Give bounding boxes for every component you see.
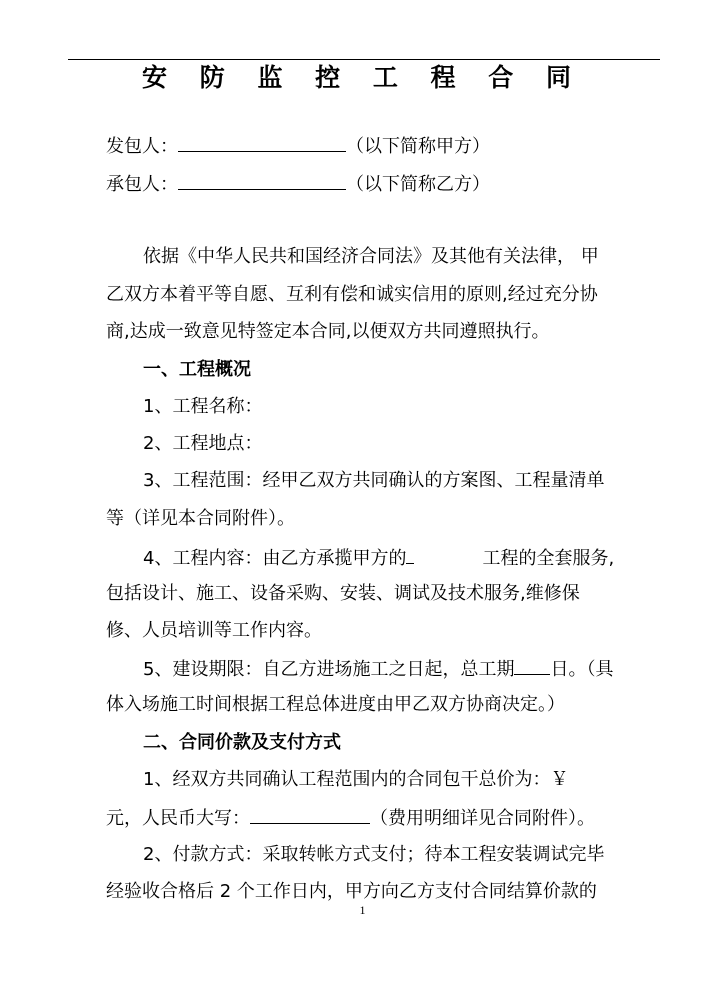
section1-item5-b: 体入场施工时间根据工程总体进度由甲乙双方协商决定。） (106, 694, 565, 715)
item5-text-post: 日。（具 (550, 659, 614, 680)
section1-item4-a (143, 545, 614, 571)
subcontractor-note: （以下简称乙方） (346, 174, 490, 195)
contractor-line (106, 133, 490, 159)
section1-item3-b: 等（详见本合同附件）。 (106, 508, 295, 529)
subcontractor-line (106, 171, 490, 197)
contractor-blank[interactable] (178, 133, 346, 152)
section2-item1-a: 1、经双方共同确认工程范围内的合同包干总价为：￥ (143, 769, 569, 790)
section1-item3-a: 3、工程范围：经甲乙双方共同确认的方案图、工程量清单 (143, 470, 605, 491)
project-name-blank[interactable] (406, 545, 414, 564)
section2-heading: 二、合同价款及支付方式 (143, 732, 341, 753)
amount-words-label: 元，人民币大写： (106, 808, 250, 829)
subcontractor-blank[interactable] (178, 171, 346, 190)
item4-text-pre: 4、工程内容：由乙方承揽甲方的 (143, 548, 407, 569)
page-number: 1 (359, 903, 366, 917)
intro-line-2: 乙双方本着平等自愿、互利有偿和诚实信用的原则,经过充分协 (106, 284, 598, 305)
amount-words-blank[interactable] (250, 805, 370, 824)
section2-item1-b (106, 805, 595, 831)
section2-item2-b: 经验收合格后 2 个工作日内，甲方向乙方支付合同结算价款的 (106, 881, 597, 902)
section1-item5-a (143, 656, 613, 682)
duration-blank[interactable] (514, 656, 550, 675)
intro-line-1: 依据《中华人民共和国经济合同法》及其他有关法律， 甲 (143, 246, 599, 267)
contractor-label: 发包人： (106, 136, 178, 157)
intro-line-3: 商,达成一致意见特签定本合同,以便双方共同遵照执行。 (106, 321, 550, 342)
subcontractor-label: 承包人： (106, 174, 178, 195)
contractor-note: （以下简称甲方） (346, 136, 490, 157)
contract-title: 安 防 监 控 工 程 合 同 (142, 63, 583, 92)
section1-heading: 一、工程概况 (143, 359, 251, 380)
section1-item4-c: 修、人员培训等工作内容。 (106, 620, 322, 641)
section1-item2: 2、工程地点： (143, 433, 263, 454)
section1-item4-b: 包括设计、施工、设备采购、安装、调试及技术服务,维修保 (106, 583, 580, 604)
amount-words-note: （费用明细详见合同附件）。 (370, 808, 595, 829)
section2-item2-a: 2、付款方式：采取转帐方式支付；待本工程安装调试完毕 (143, 844, 605, 865)
item5-text-pre: 5、建设期限：自乙方进场施工之日起，总工期 (143, 659, 515, 680)
item4-text-post: 工程的全套服务, (482, 548, 615, 569)
section1-item1: 1、工程名称： (143, 396, 263, 417)
